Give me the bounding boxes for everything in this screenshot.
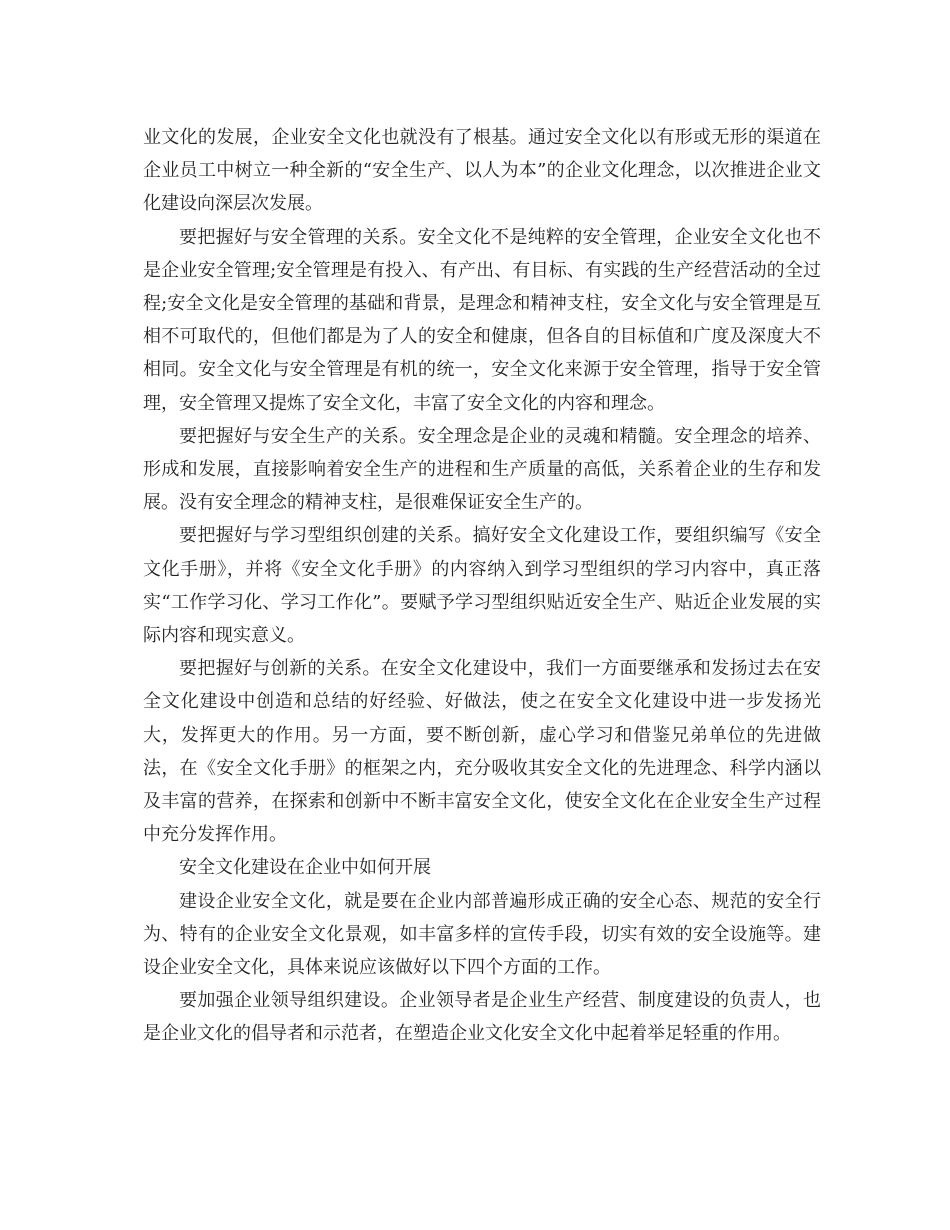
- paragraph-leadership: 要加强企业领导组织建设。企业领导者是企业生产经营、制度建设的负责人，也是企业文化的倡导者和示范者，在塑造企业文化安全文化中起着举足轻重的作用。: [143, 990, 821, 1045]
- paragraph-safety-production: 要把握好与安全生产的关系。安全理念是企业的灵魂和精髓。安全理念的培养、形成和发展，直接影响着安全生产的进程和生产质量的高低，关系着企业的生存和发展。没有安全理念的精神支柱，是很难保证安全生产的。: [143, 425, 821, 514]
- paragraph-innovation: 要把握好与创新的关系。在安全文化建设中，我们一方面要继承和发扬过去在安全文化建设中创造和总结的好经验、好做法，使之在安全文化建设中进一步发扬光大，发挥更大的作用。另一方面，要不断创新，虚心学习和借鉴兄弟单位的先进做法，在《安全文化手册》的框架之内，充分吸收其安全文化的先进理念、科学内涵以及丰富的营养，在探索和创新中不断丰富安全文化，使安全文化在企业安全生产过程中充分发挥作用。: [143, 658, 821, 846]
- paragraph-safety-management: 要把握好与安全管理的关系。安全文化不是纯粹的安全管理，企业安全文化也不是企业安全管理;安全管理是有投入、有产出、有目标、有实践的生产经营活动的全过程;安全文化是安全管理的基础和背景，是理念和精神支柱，安全文化与安全管理是互相不可取代的，但他们都是为了人的安全和健康，但各自的目标值和广度及深度大不相同。安全文化与安全管理是有机的统一，安全文化来源于安全管理，指导于安全管理，安全管理又提炼了安全文化，丰富了安全文化的内容和理念。: [143, 226, 821, 414]
- paragraph-continuation: 业文化的发展，企业安全文化也就没有了根基。通过安全文化以有形或无形的渠道在企业员工中树立一种全新的“安全生产、以人为本”的企业文化理念，以次推进企业文化建设向深层次发展。: [143, 127, 821, 215]
- paragraph-building-culture: 建设企业安全文化，就是要在企业内部普遍形成正确的安全心态、规范的安全行为、特有的企业安全文化景观，如丰富多样的宣传手段，切实有效的安全设施等。建设企业安全文化，具体来说应该做好以下四个方面的工作。: [143, 890, 821, 979]
- section-heading: 安全文化建设在企业中如何开展: [179, 857, 431, 879]
- paragraph-learning-organization: 要把握好与学习型组织创建的关系。搞好安全文化建设工作，要组织编写《安全文化手册》，并将《安全文化手册》的内容纳入到学习型组织的学习内容中，真正落实“工作学习化、学习工作化”。要赋予学习型组织贴近安全生产、贴近企业发展的实际内容和现实意义。: [143, 525, 821, 647]
- document-page: [143, 121, 821, 1051]
